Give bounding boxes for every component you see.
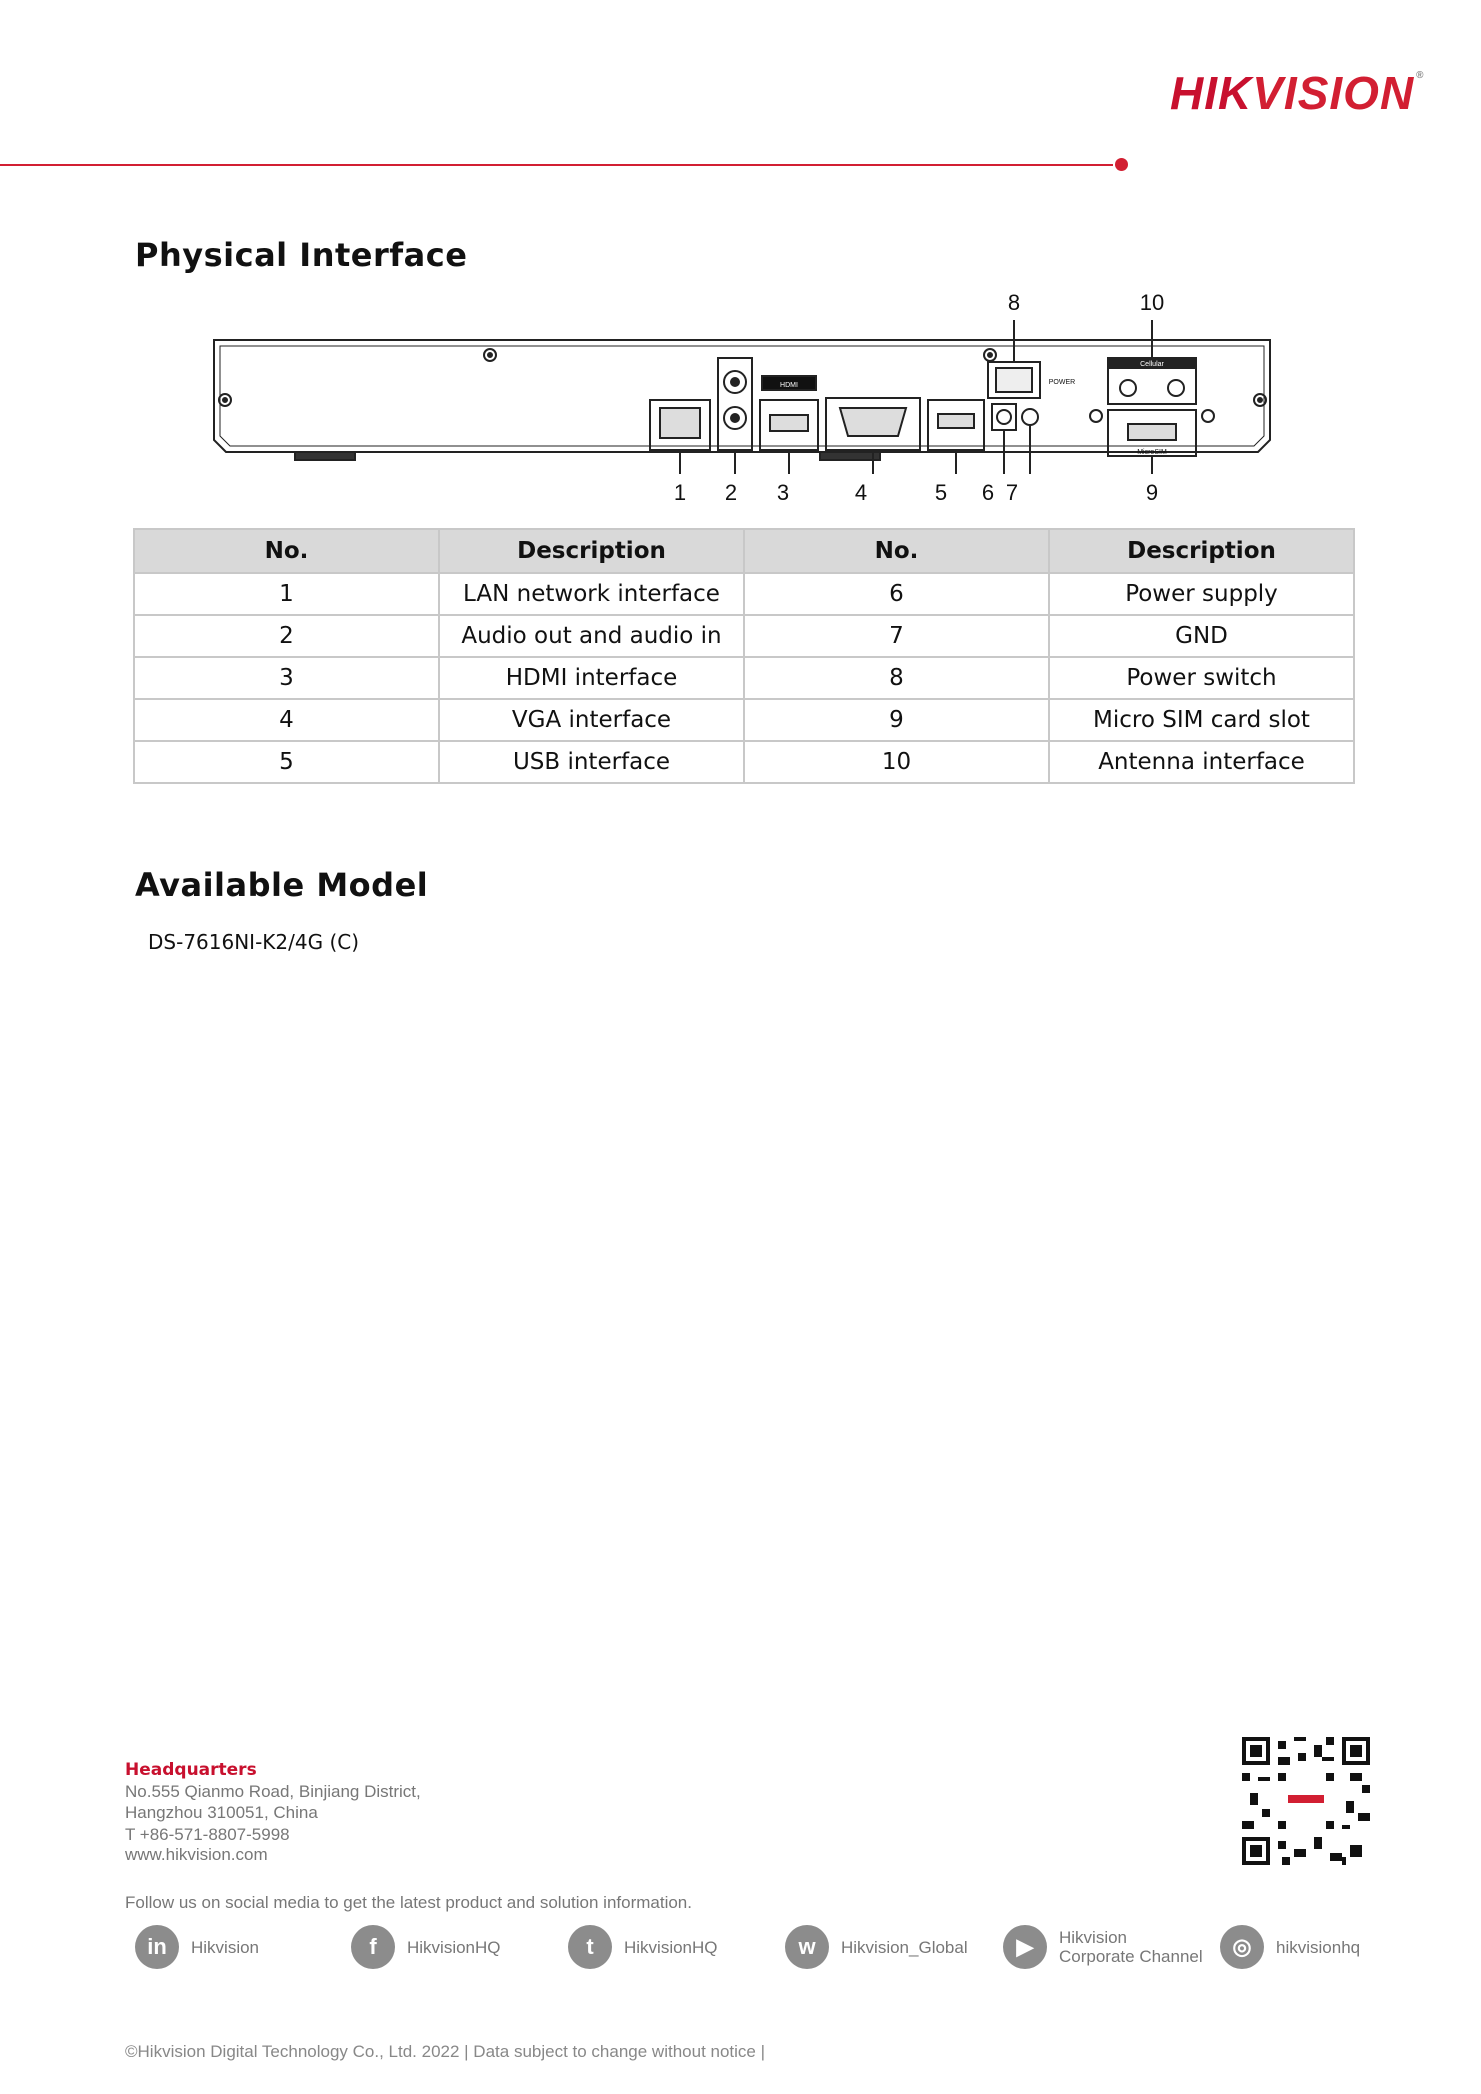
- header-dot: [1115, 158, 1128, 171]
- hq-website-link[interactable]: www.hikvision.com: [125, 1845, 268, 1864]
- rear-panel-diagram: [200, 290, 1280, 530]
- social-follow-text: Follow us on social media to get the latest product and solution information.: [125, 1893, 692, 1912]
- callout-3: 3: [776, 480, 790, 505]
- facebook-icon: f: [351, 1925, 395, 1969]
- callout-10: 10: [1139, 290, 1165, 315]
- callout-1: 1: [673, 480, 687, 505]
- header-description-left: Description: [439, 529, 744, 573]
- callout-7: 7: [1005, 480, 1019, 505]
- hq-phone: T +86-571-8807-5998: [125, 1825, 290, 1844]
- table-cell: Antenna interface: [1049, 741, 1354, 783]
- chassis-outline: [214, 340, 1270, 452]
- table-cell: 1: [134, 573, 439, 615]
- table-cell: Power supply: [1049, 573, 1354, 615]
- table-cell: 9: [744, 699, 1049, 741]
- social-label: hikvisionhq: [1276, 1937, 1361, 1957]
- copyright: ©Hikvision Digital Technology Co., Ltd. 2022 | Data subject to change without notice |: [125, 2042, 766, 2061]
- table-cell: 8: [744, 657, 1049, 699]
- panel-label-cellular: Cellular: [1140, 361, 1164, 368]
- social-label: HikvisionHQ: [624, 1937, 718, 1957]
- callout-2: 2: [724, 480, 738, 505]
- callout-8: 8: [1007, 290, 1021, 315]
- social-twitter[interactable]: [568, 1922, 718, 1972]
- panel-label-power: POWER: [1048, 379, 1076, 386]
- social-youtube[interactable]: [1003, 1922, 1203, 1972]
- table-cell: LAN network interface: [439, 573, 744, 615]
- header-no-right: No.: [744, 529, 1049, 573]
- header-description-right: Description: [1049, 529, 1354, 573]
- callout-4: 4: [854, 480, 868, 505]
- table-cell: Audio out and audio in: [439, 615, 744, 657]
- social-linkedin[interactable]: [135, 1922, 259, 1972]
- social-instagram[interactable]: [1220, 1922, 1360, 1972]
- table-cell: Power switch: [1049, 657, 1354, 699]
- social-label: HikvisionHQ: [407, 1937, 501, 1957]
- callout-5: 5: [934, 480, 948, 505]
- table-header-row: [134, 529, 1354, 573]
- twitter-icon: t: [568, 1925, 612, 1969]
- social-wechat[interactable]: [785, 1922, 968, 1972]
- table-cell: Micro SIM card slot: [1049, 699, 1354, 741]
- table-cell: VGA interface: [439, 699, 744, 741]
- hq-address-line-1: No.555 Qianmo Road, Binjiang District,: [125, 1782, 421, 1801]
- table-cell: 2: [134, 615, 439, 657]
- section-title-physical-interface: Physical Interface: [135, 236, 468, 274]
- wechat-icon: w: [785, 1925, 829, 1969]
- headquarters-title: Headquarters: [125, 1760, 257, 1780]
- social-facebook[interactable]: [351, 1922, 501, 1972]
- hq-address-line-2: Hangzhou 310051, China: [125, 1803, 318, 1822]
- qr-code: [1242, 1737, 1370, 1865]
- table-row: [134, 573, 1354, 615]
- table-cell: GND: [1049, 615, 1354, 657]
- power-supply-port: [992, 404, 1016, 430]
- panel-label-sim: MicroSIM: [1137, 449, 1167, 456]
- header-rule: [0, 164, 1113, 166]
- gnd-screw: [1022, 409, 1038, 425]
- table-row: [134, 699, 1354, 741]
- table-cell: HDMI interface: [439, 657, 744, 699]
- table-cell: 7: [744, 615, 1049, 657]
- callout-6: 6: [981, 480, 995, 505]
- hikvision-logo: HIKVISION ®: [1170, 67, 1425, 119]
- table-cell: 4: [134, 699, 439, 741]
- linkedin-icon: in: [135, 1925, 179, 1969]
- youtube-icon: ▶: [1003, 1925, 1047, 1969]
- instagram-icon: ◎: [1220, 1925, 1264, 1969]
- table-row: [134, 615, 1354, 657]
- social-label: Hikvision: [191, 1937, 260, 1957]
- section-title-available-model: Available Model: [135, 866, 429, 904]
- table-cell: 6: [744, 573, 1049, 615]
- table-cell: 3: [134, 657, 439, 699]
- table-row: [134, 657, 1354, 699]
- social-label: Hikvision_Global: [841, 1937, 968, 1957]
- table-row: [134, 741, 1354, 783]
- table-cell: 10: [744, 741, 1049, 783]
- callout-9: 9: [1145, 480, 1159, 505]
- table-cell: 5: [134, 741, 439, 783]
- interface-table: [133, 528, 1355, 784]
- panel-label-hdmi: HDMI: [780, 382, 798, 389]
- header-no-left: No.: [134, 529, 439, 573]
- social-label: Hikvision Corporate Channel: [1059, 1928, 1203, 1966]
- table-cell: USB interface: [439, 741, 744, 783]
- model-number: DS-7616NI-K2/4G (C): [148, 930, 360, 954]
